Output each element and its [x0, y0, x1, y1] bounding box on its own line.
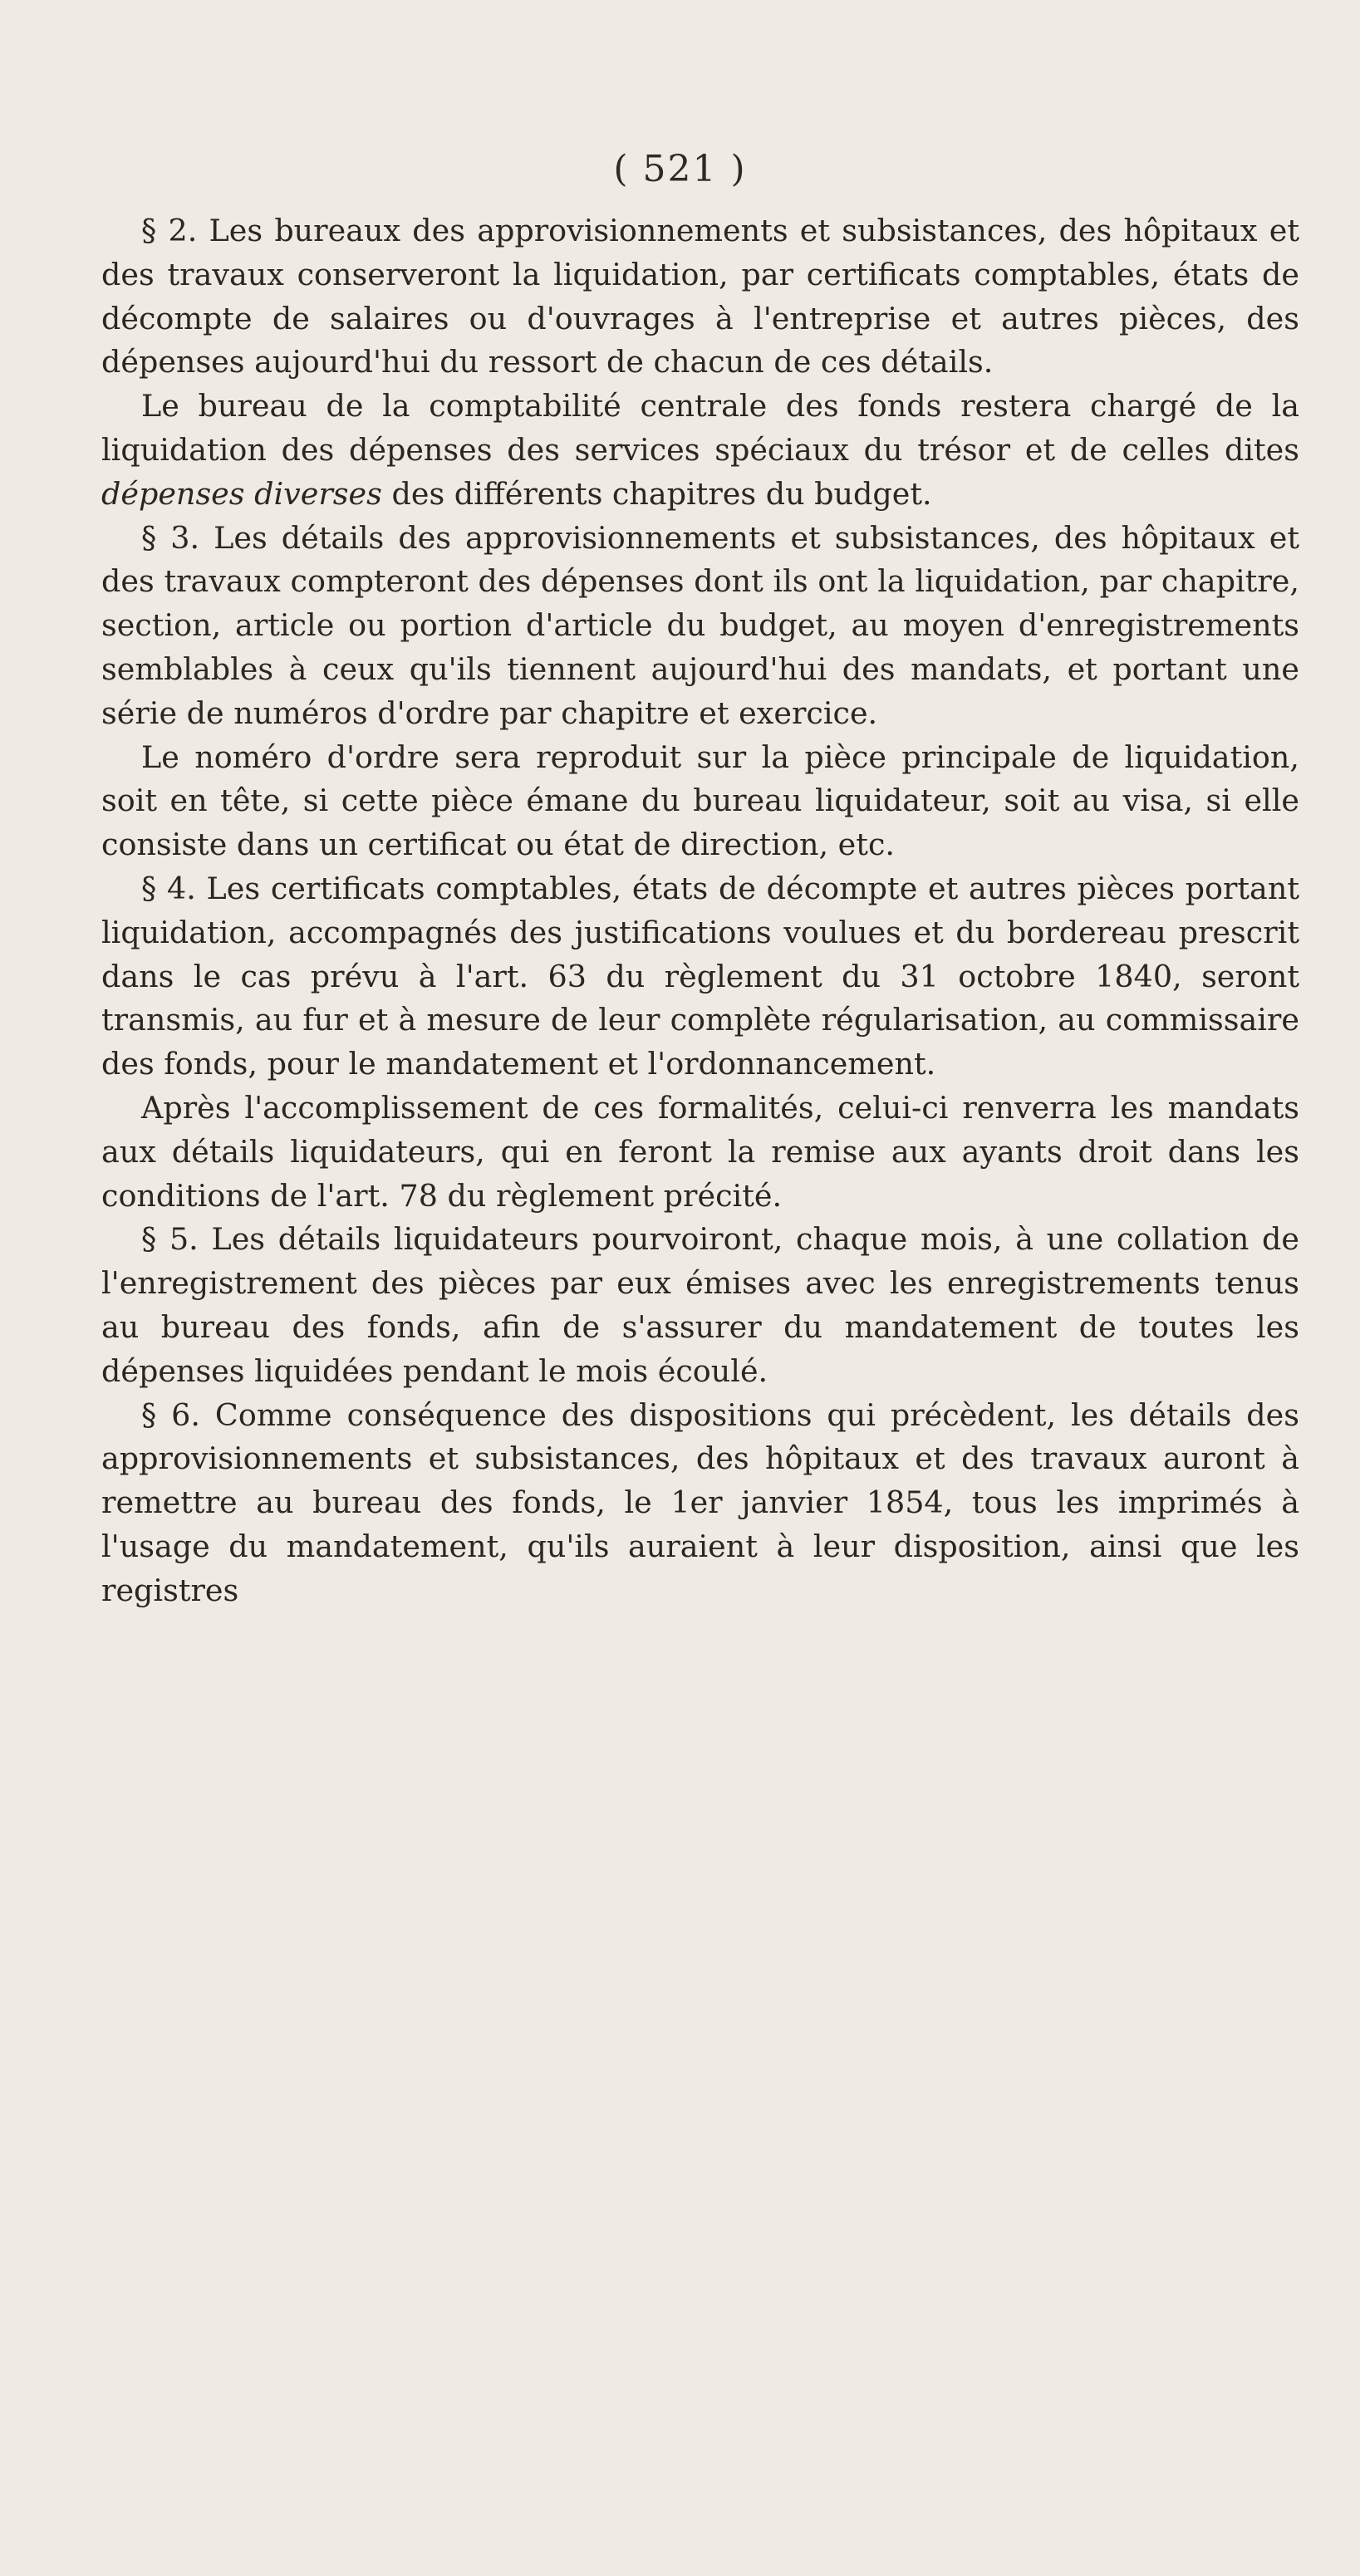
paragraph-section-4: § 4. Les certificats comptables, états de décompte et autres pièces portant liquidation, accompagnés des justifications voulues et du bordereau prescrit dans le cas prévu à l'art. 63 du règlement du 31 octobre 1840, seront transmis, au fur et à mesure de leur complète régularisation, au commissaire des fonds, pour le mandatement et l'ordonnancement. [101, 870, 1299, 1082]
paragraph-text-end: des différents chapitres du budget. [381, 475, 932, 512]
paragraph-accomplissement: Après l'accomplissement de ces formalités, celui-ci renverra les mandats aux détails liquidateurs, qui en feront la remise aux ayants droit dans les conditions de l'art. 78 du règlement précité. [101, 1089, 1299, 1214]
paragraph-numero-ordre: Le noméro d'ordre sera reproduit sur la pièce principale de liquidation, soit en tête, si cette pièce émane du bureau liquidateur, soit au visa, si elle consiste dans un certificat ou état de direction, etc. [101, 738, 1299, 863]
paragraph-section-5: § 5. Les détails liquidateurs pourvoiront, chaque mois, à une collation de l'enregistrement des pièces par eux émises avec les enregistrements tenus au bureau des fonds, afin de s'assurer du mandatement de toutes les dépenses liquidées pendant le mois écoulé. [101, 1221, 1299, 1389]
paragraph-section-6: § 6. Comme conséquence des dispositions qui précèdent, les détails des approvisionnements et subsistances, des hôpitaux et des travaux auront à remettre au bureau des fonds, le 1er janvier 1854, tous les imprimés à l'usage du mandatement, qu'ils auraient à leur disposition, ainsi que les registres [101, 1396, 1299, 1608]
paragraph-section-2: § 2. Les bureaux des approvisionnements et subsistances, des hôpitaux et des travaux conserveront la liquidation, par certificats comptables, états de décompte de salaires ou d'ouvrages à l'entreprise et autres pièces, des dépenses aujourd'hui du ressort de chacun de ces détails. [101, 213, 1299, 380]
page-number: ( 521 ) [613, 148, 747, 190]
paragraph-section-3: § 3. Les détails des approvisionnements et subsistances, des hôpitaux et des travaux compteront des dépenses dont ils ont la liquidation, par chapitre, section, article ou portion d'article du budget, au moyen d'enregistrements semblables à ceux qu'ils tiennent aujourd'hui des mandats, et portant une série de numéros d'ordre par chapitre et exercice. [101, 519, 1299, 731]
paragraph-text-start: Le bureau de la comptabilité centrale des fonds restera chargé de la liquidation des dépenses des services spéciaux du trésor et de celles dites [101, 388, 1299, 468]
body-text [101, 209, 1299, 1613]
italic-term: dépenses diverses [101, 475, 382, 512]
paragraph-comptabilite-centrale [101, 385, 1299, 516]
